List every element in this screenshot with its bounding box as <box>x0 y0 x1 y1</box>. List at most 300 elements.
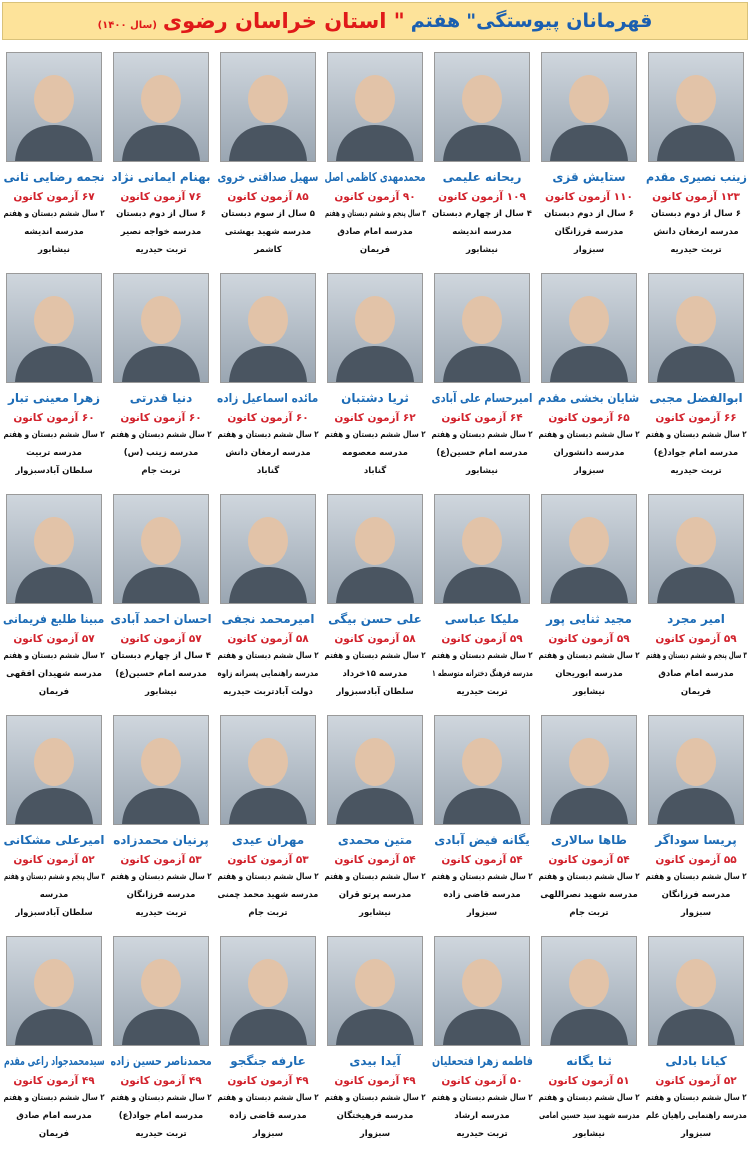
city-name: سبزوار <box>359 1129 391 1139</box>
student-card <box>1 715 108 936</box>
student-card <box>1 273 108 494</box>
student-name-row <box>643 1052 750 1070</box>
student-name-row <box>322 168 429 186</box>
student-name-row <box>536 168 643 186</box>
exam-count: ۴۹ آزمون کانون <box>334 1075 416 1087</box>
city-name-row <box>536 683 643 701</box>
student-photo <box>648 494 744 604</box>
student-name: بهنام ایمانی نژاد <box>111 170 211 184</box>
attendance-history: ۲ سال ششم دبستان و هفتم <box>645 430 747 440</box>
exam-count: ۱۰۹ آزمون کانون <box>438 191 526 203</box>
school-name: مدرسه فرزانگان <box>126 890 196 900</box>
attendance-history: ۲ سال ششم دبستان و هفتم <box>110 872 212 882</box>
student-name-row <box>536 1052 643 1070</box>
student-name-row <box>643 610 750 628</box>
attendance-history: ۲ سال ششم دبستان و هفتم <box>324 1093 426 1103</box>
student-name: زینب نصیری مقدم <box>645 170 747 184</box>
exam-count: ۶۰ آزمون کانون <box>13 412 95 424</box>
student-name-row <box>322 610 429 628</box>
school-name: مدرسه شهید محمد چمنی <box>217 890 319 900</box>
exam-count-row <box>536 189 643 205</box>
city-name: کاشمر <box>254 245 282 255</box>
header-title-part1: قهرمانان پیوستگی" <box>466 10 653 32</box>
exam-count-row <box>322 1073 429 1089</box>
city-name: سبزوار <box>680 908 712 918</box>
exam-count-row <box>536 410 643 426</box>
city-name-row <box>322 683 429 701</box>
school-name: مدرسه شهیدان افقهی <box>6 669 102 679</box>
school-name: مدرسه قاضی زاده <box>229 1111 307 1121</box>
school-name: مدرسه راهنمایی پسرانه زاوه <box>217 669 319 679</box>
attendance-history: ۲ سال ششم دبستان و هفتم <box>431 651 533 661</box>
exam-count-row <box>536 1073 643 1089</box>
student-name-row <box>536 831 643 849</box>
student-card <box>215 715 322 936</box>
exam-count: ۴۹ آزمون کانون <box>120 1075 202 1087</box>
city-name-row <box>643 241 750 259</box>
attendance-history: ۲ سال ششم دبستان و هفتم <box>3 651 105 661</box>
student-card <box>536 494 643 715</box>
city-name-row <box>108 1125 215 1143</box>
attendance-history-row <box>1 1089 108 1107</box>
exam-count: ۵۰ آزمون کانون <box>441 1075 523 1087</box>
student-name: محمدناصر حسین زاده <box>110 1054 212 1068</box>
attendance-history: ۲ سال ششم دبستان و هفتم <box>110 430 212 440</box>
city-name-row <box>322 904 429 922</box>
student-name: سیدمحمدجواد راعی مقدم <box>3 1054 105 1068</box>
city-name: نیشابور <box>573 687 605 697</box>
student-photo <box>327 273 423 383</box>
city-name: نیشابور <box>359 908 391 918</box>
student-name: متین محمدی <box>337 833 413 847</box>
city-name-row <box>215 904 322 922</box>
student-name-row <box>1 1052 108 1070</box>
attendance-history: ۲ سال ششم دبستان و هفتم <box>645 1093 747 1103</box>
student-name: فاطمه زهرا فتحعلیان <box>431 1054 533 1068</box>
student-name-row <box>429 610 536 628</box>
school-name: مدرسه امام حسین(ع) <box>436 448 528 458</box>
attendance-history-row <box>108 205 215 223</box>
student-photo <box>220 52 316 162</box>
exam-count: ۴۹ آزمون کانون <box>13 1075 95 1087</box>
student-card <box>1 494 108 715</box>
school-name: مدرسه فرهیختگان <box>336 1111 414 1121</box>
exam-count-row <box>1 1073 108 1089</box>
student-card <box>429 715 536 936</box>
attendance-history: ۲ سال ششم دبستان و هفتم <box>110 1093 212 1103</box>
student-name: دنیا قدرتی <box>129 391 193 405</box>
school-name-row <box>108 444 215 462</box>
student-photo <box>541 936 637 1046</box>
attendance-history-row <box>536 647 643 665</box>
city-name-row <box>536 241 643 259</box>
student-card <box>643 715 750 936</box>
attendance-history-row <box>536 426 643 444</box>
attendance-history-row <box>322 1089 429 1107</box>
school-name: مدرسه اندیشه <box>452 227 512 237</box>
school-name: مدرسه راهنمایی راهیان علم <box>645 1111 747 1121</box>
exam-count-row <box>429 1073 536 1089</box>
student-name-row <box>643 168 750 186</box>
student-card <box>429 273 536 494</box>
student-photo <box>220 715 316 825</box>
attendance-history-row <box>429 647 536 665</box>
school-name: مدرسه ارشاد <box>454 1111 510 1121</box>
school-name-row <box>429 444 536 462</box>
student-card <box>108 273 215 494</box>
student-name: شایان بخشی مقدم <box>538 391 640 405</box>
school-name-row <box>536 886 643 904</box>
student-photo <box>6 936 102 1046</box>
school-name-row <box>215 223 322 241</box>
exam-count: ۵۳ آزمون کانون <box>227 854 309 866</box>
student-name: زهرا معینی تبار <box>7 391 101 405</box>
attendance-history-row <box>429 426 536 444</box>
student-card <box>108 715 215 936</box>
school-name: مدرسه فرزانگان <box>661 890 731 900</box>
exam-count: ۶۰ آزمون کانون <box>227 412 309 424</box>
student-name-row <box>1 831 108 849</box>
exam-count-row <box>215 189 322 205</box>
school-name-row <box>429 886 536 904</box>
school-name-row <box>536 665 643 683</box>
student-photo <box>113 494 209 604</box>
exam-count-row <box>322 631 429 647</box>
student-name: نجمه رضایی ثانی <box>3 170 105 184</box>
attendance-history-row <box>1 647 108 665</box>
student-photo <box>6 715 102 825</box>
student-name: عارفه جنگجو <box>230 1054 306 1068</box>
attendance-history: ۲ سال ششم دبستان و هفتم <box>217 651 319 661</box>
exam-count: ۴۹ آزمون کانون <box>227 1075 309 1087</box>
attendance-history: ۲ سال ششم دبستان و هفتم <box>324 651 426 661</box>
city-name: فریمان <box>38 687 70 697</box>
city-name: تربت حیدریه <box>670 466 722 476</box>
student-name: مبینا طلیع فریمانی <box>3 612 105 626</box>
school-name-row <box>215 444 322 462</box>
student-name: محمدمهدی کاظمی اصل <box>324 170 426 184</box>
exam-count: ۶۷ آزمون کانون <box>13 191 95 203</box>
student-card <box>536 936 643 1157</box>
school-name: مدرسه خواجه نصیر <box>120 227 202 237</box>
school-name-row <box>643 1107 750 1125</box>
attendance-history-row <box>536 868 643 886</box>
student-name-row <box>429 1052 536 1070</box>
exam-count-row <box>429 410 536 426</box>
student-name-row <box>643 831 750 849</box>
student-card <box>1 936 108 1157</box>
school-name: مدرسه فرهنگ دخترانه متوسطه ۱ <box>431 669 533 679</box>
school-name-row <box>215 886 322 904</box>
attendance-history-row <box>322 647 429 665</box>
student-card <box>215 494 322 715</box>
student-name-row <box>536 610 643 628</box>
exam-count: ۵۸ آزمون کانون <box>227 633 309 645</box>
city-name-row <box>643 683 750 701</box>
exam-count: ۵۸ آزمون کانون <box>334 633 416 645</box>
student-card <box>108 52 215 273</box>
student-card <box>108 494 215 715</box>
student-name: پرنیان محمدزاده <box>113 833 209 847</box>
city-name: فریمان <box>680 687 712 697</box>
attendance-history: ۲ سال ششم دبستان و هفتم <box>538 430 640 440</box>
student-photo <box>113 273 209 383</box>
student-card <box>1 52 108 273</box>
school-name-row <box>643 665 750 683</box>
student-name-row <box>429 831 536 849</box>
student-photo <box>6 273 102 383</box>
exam-count-row <box>322 189 429 205</box>
city-name: نیشابور <box>573 1129 605 1139</box>
school-name: مدرسه قاضی زاده <box>443 890 521 900</box>
city-name-row <box>1 683 108 701</box>
school-name: مدرسه شهید سید حسین امامی <box>538 1111 640 1121</box>
exam-count-row <box>429 852 536 868</box>
exam-count: ۶۴ آزمون کانون <box>441 412 523 424</box>
student-name: ثریا دشتبان <box>341 391 409 405</box>
student-card <box>322 494 429 715</box>
attendance-history: ۳ سال پنجم و ششم دبستان و هفتم <box>645 651 747 661</box>
student-photo <box>220 494 316 604</box>
city-name: سبزوار <box>680 1129 712 1139</box>
city-name-row <box>429 904 536 922</box>
student-name-row <box>322 1052 429 1070</box>
school-name: مدرسه فرزانگان <box>554 227 624 237</box>
exam-count-row <box>322 852 429 868</box>
attendance-history: ۶ سال از دوم دبستان <box>651 209 741 219</box>
city-name-row <box>1 904 108 922</box>
exam-count-row <box>643 852 750 868</box>
school-name-row <box>643 444 750 462</box>
school-name: مدرسه ابوریحان <box>555 669 623 679</box>
school-name-row <box>322 665 429 683</box>
school-name: مدرسه اندیشه <box>24 227 84 237</box>
exam-count: ۵۴ آزمون کانون <box>441 854 523 866</box>
exam-count-row <box>215 631 322 647</box>
student-name-row <box>108 389 215 407</box>
school-name: مدرسه تربیت <box>26 448 82 458</box>
school-name-row <box>322 1107 429 1125</box>
city-name: سبزوار <box>252 1129 284 1139</box>
student-name: ستایش قزی <box>552 170 626 184</box>
student-photo <box>541 273 637 383</box>
city-name-row <box>429 683 536 701</box>
student-name: مجید ثنایی پور <box>546 612 632 626</box>
school-name: مدرسه شهید بهشتی <box>224 227 312 237</box>
city-name: سلطان آبادسبزوار <box>336 687 414 697</box>
exam-count: ۵۷ آزمون کانون <box>120 633 202 645</box>
school-name: مدرسه معصومه <box>342 448 408 458</box>
student-name: احسان احمد آبادی <box>110 612 212 626</box>
school-name-row <box>429 223 536 241</box>
city-name: نیشابور <box>145 687 177 697</box>
city-name-row <box>108 683 215 701</box>
student-photo <box>541 494 637 604</box>
student-name: آیدا بیدی <box>349 1054 401 1068</box>
student-photo <box>6 52 102 162</box>
student-name-row <box>108 831 215 849</box>
school-name-row <box>215 1107 322 1125</box>
exam-count: ۵۵ آزمون کانون <box>655 854 737 866</box>
city-name: سلطان آبادسبزوار <box>15 908 93 918</box>
student-name: طاها سالاری <box>551 833 627 847</box>
school-name: مدرسه امام جواد(ع) <box>653 448 739 458</box>
exam-count: ۵۷ آزمون کانون <box>13 633 95 645</box>
exam-count-row <box>536 631 643 647</box>
exam-count-row <box>1 189 108 205</box>
city-name-row <box>429 241 536 259</box>
city-name-row <box>643 462 750 480</box>
student-name-row <box>108 168 215 186</box>
student-name: ریحانه علیمی <box>442 170 522 184</box>
student-photo <box>113 715 209 825</box>
city-name: تربت حیدریه <box>456 1129 508 1139</box>
student-photo <box>327 52 423 162</box>
school-name-row <box>536 1107 643 1125</box>
attendance-history-row <box>215 205 322 223</box>
school-name-row <box>215 665 322 683</box>
exam-count: ۷۶ آزمون کانون <box>120 191 202 203</box>
school-name-row <box>322 886 429 904</box>
header-title-province: " استان خراسان رضوی <box>162 9 405 33</box>
exam-count-row <box>1 410 108 426</box>
exam-count-row <box>108 852 215 868</box>
attendance-history: ۲ سال ششم دبستان و هفتم <box>324 872 426 882</box>
attendance-history: ۲ سال ششم دبستان و هفتم <box>431 430 533 440</box>
exam-count: ۶۵ آزمون کانون <box>548 412 630 424</box>
school-name-row <box>1 1107 108 1125</box>
student-photo <box>327 715 423 825</box>
exam-count: ۹۰ آزمون کانون <box>334 191 416 203</box>
school-name: مدرسه <box>39 890 69 900</box>
header-year: (سال ۱۴۰۰) <box>97 20 157 31</box>
school-name: مدرسه دانشوران <box>553 448 625 458</box>
city-name: تربت جام <box>141 466 181 476</box>
attendance-history-row <box>429 205 536 223</box>
exam-count: ۱۱۰ آزمون کانون <box>545 191 633 203</box>
student-name-row <box>215 831 322 849</box>
student-card <box>322 936 429 1157</box>
attendance-history-row <box>643 426 750 444</box>
student-name-row <box>1 168 108 186</box>
city-name: سبزوار <box>573 245 605 255</box>
city-name: تربت حیدریه <box>135 908 187 918</box>
school-name: مدرسه ارمغان دانش <box>653 227 739 237</box>
student-card <box>429 494 536 715</box>
attendance-history: ۶ سال از دوم دبستان <box>116 209 206 219</box>
city-name: فریمان <box>38 1129 70 1139</box>
city-name-row <box>215 241 322 259</box>
exam-count-row <box>429 631 536 647</box>
student-card <box>643 936 750 1157</box>
exam-count: ۵۴ آزمون کانون <box>548 854 630 866</box>
student-photo <box>434 715 530 825</box>
attendance-history-row <box>1 426 108 444</box>
student-name-row <box>322 389 429 407</box>
attendance-history: ۲ سال ششم دبستان و هفتم <box>538 872 640 882</box>
student-card <box>536 273 643 494</box>
school-name: مدرسه امام صادق <box>337 227 413 237</box>
student-card <box>536 52 643 273</box>
student-card <box>429 936 536 1157</box>
student-photo <box>327 936 423 1046</box>
student-name: یگانه فیض آبادی <box>434 833 530 847</box>
city-name-row <box>429 1125 536 1143</box>
exam-count: ۱۲۳ آزمون کانون <box>652 191 740 203</box>
school-name-row <box>536 223 643 241</box>
attendance-history-row <box>322 868 429 886</box>
exam-count: ۶۲ آزمون کانون <box>334 412 416 424</box>
school-name: مدرسه ۱۵خرداد <box>342 669 408 679</box>
student-photo <box>434 494 530 604</box>
city-name-row <box>1 462 108 480</box>
school-name-row <box>1 444 108 462</box>
school-name-row <box>643 223 750 241</box>
student-name: کیانا بادلی <box>665 1054 727 1068</box>
exam-count-row <box>643 1073 750 1089</box>
attendance-history-row <box>429 868 536 886</box>
attendance-history-row <box>108 426 215 444</box>
attendance-history-row <box>215 868 322 886</box>
city-name-row <box>536 1125 643 1143</box>
school-name: مدرسه امام صادق <box>658 669 734 679</box>
attendance-history: ۲ سال ششم دبستان و هفتم <box>217 1093 319 1103</box>
exam-count: ۶۶ آزمون کانون <box>655 412 737 424</box>
attendance-history: ۲ سال ششم دبستان و هفتم <box>3 1093 105 1103</box>
school-name-row <box>322 444 429 462</box>
exam-count-row <box>215 410 322 426</box>
city-name: تربت حیدریه <box>456 687 508 697</box>
city-name: تربت جام <box>248 908 288 918</box>
school-name-row <box>1 665 108 683</box>
school-name: مدرسه زینب (س) <box>123 448 199 458</box>
school-name-row <box>108 665 215 683</box>
student-name-row <box>215 610 322 628</box>
city-name-row <box>108 904 215 922</box>
city-name-row <box>643 904 750 922</box>
city-name-row <box>215 683 322 701</box>
attendance-history-row <box>643 868 750 886</box>
school-name: مدرسه امام حسین(ع) <box>115 669 207 679</box>
school-name-row <box>1 223 108 241</box>
student-name: ثنا یگانه <box>566 1054 612 1068</box>
school-name: مدرسه پرتو قران <box>338 890 412 900</box>
exam-count-row <box>429 189 536 205</box>
student-name: مائده اسماعیل زاده <box>217 391 319 405</box>
student-photo <box>327 494 423 604</box>
city-name: سبزوار <box>466 908 498 918</box>
exam-count-row <box>1 631 108 647</box>
student-name-row <box>643 389 750 407</box>
exam-count-row <box>215 852 322 868</box>
student-card <box>322 52 429 273</box>
exam-count: ۵۱ آزمون کانون <box>548 1075 630 1087</box>
city-name: نیشابور <box>466 245 498 255</box>
attendance-history: ۲ سال ششم دبستان و هفتم <box>217 872 319 882</box>
school-name: مدرسه امام صادق <box>16 1111 92 1121</box>
attendance-history: ۳ سال پنجم و ششم دبستان و هفتم <box>324 209 426 219</box>
city-name-row <box>536 904 643 922</box>
exam-count: ۶۰ آزمون کانون <box>120 412 202 424</box>
attendance-history-row <box>215 426 322 444</box>
attendance-history: ۲ سال ششم دبستان و هفتم <box>645 872 747 882</box>
student-name: پریسا سوداگر <box>655 833 737 847</box>
student-name-row <box>536 389 643 407</box>
city-name: نیشابور <box>38 245 70 255</box>
student-photo <box>648 715 744 825</box>
exam-count-row <box>1 852 108 868</box>
student-card <box>643 52 750 273</box>
